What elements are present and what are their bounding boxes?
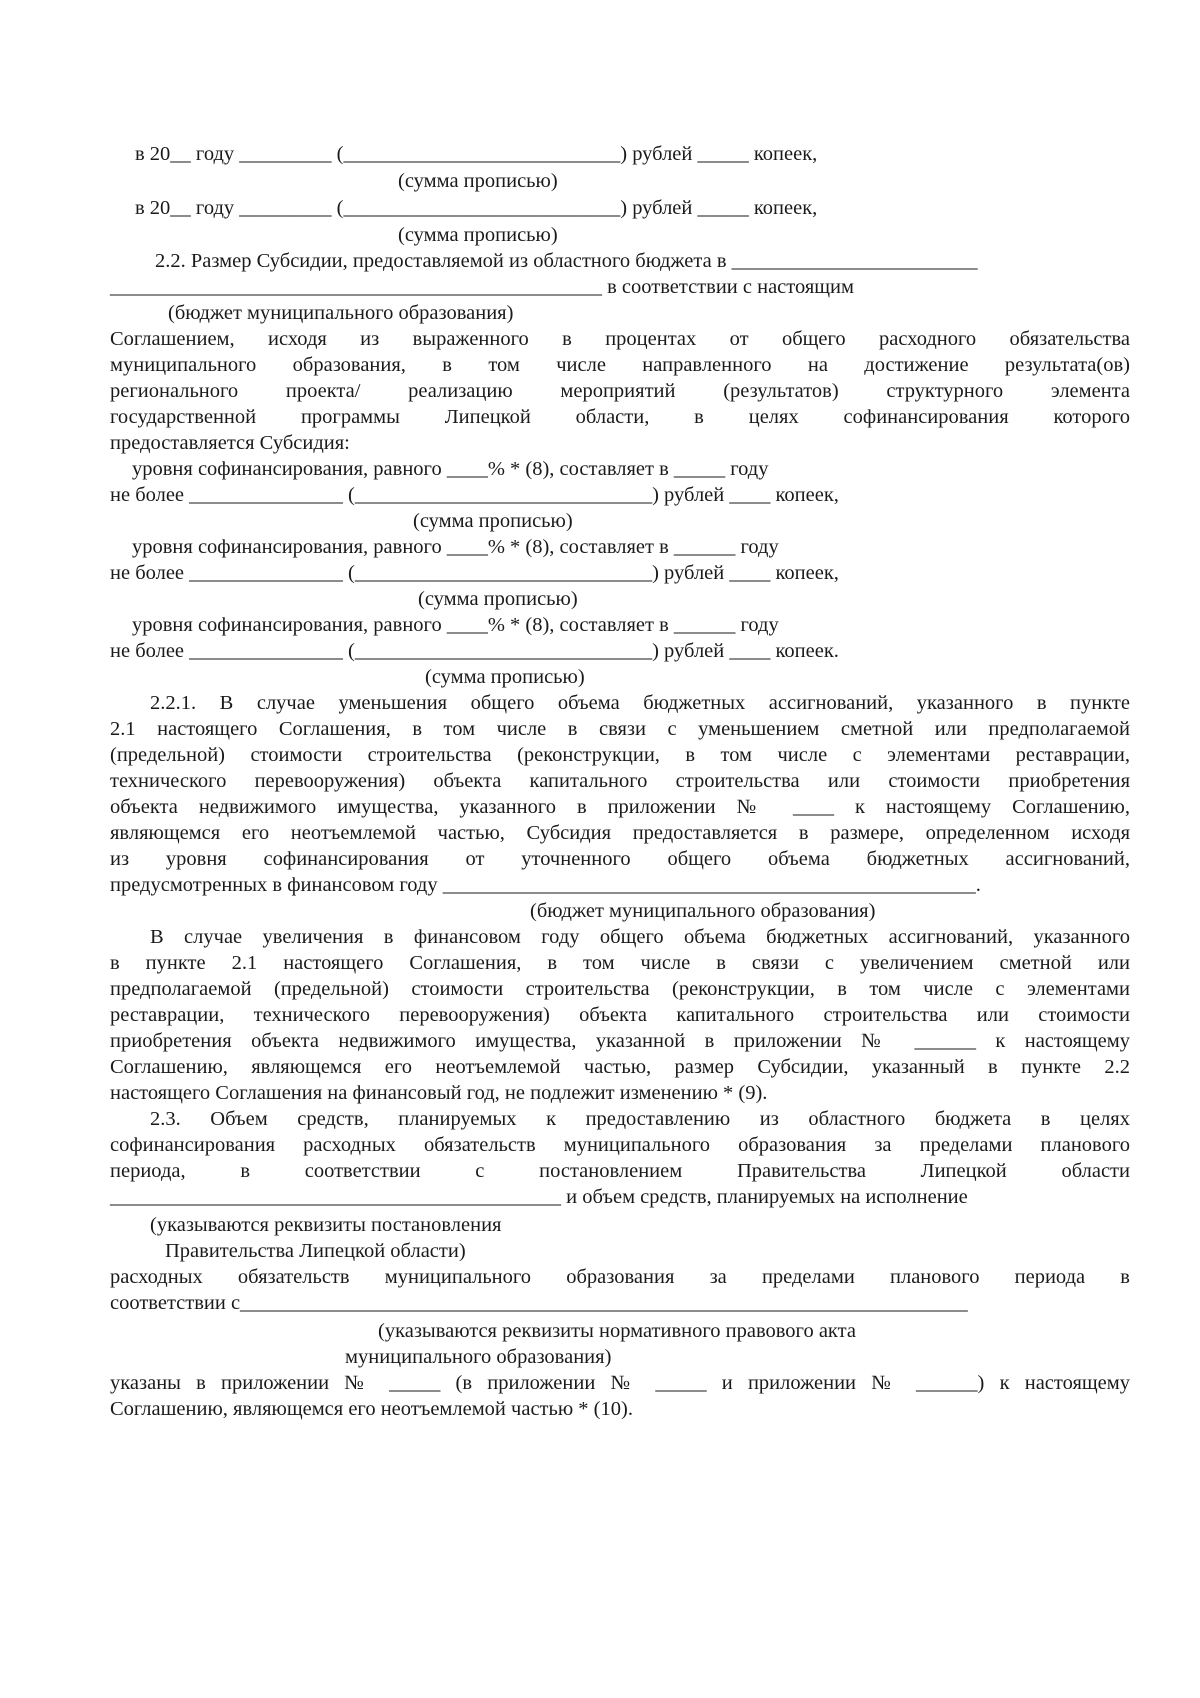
cofinancing-level-line: уровня софинансирования, равного ____% * (8), составляет в ______ году bbox=[132, 536, 779, 558]
amount-in-words-caption: (сумма прописью) bbox=[398, 224, 558, 246]
paragraph-line: государственной программы Липецкой области, в целях софинансирования которого bbox=[110, 406, 1130, 428]
clause-2-2-1-line: 2.2.1. В случае уменьшения общего объема бюджетных ассигнований, указанного в пункте bbox=[150, 692, 1130, 714]
paragraph-line: расходных обязательств муниципального образования за пределами планового периода в bbox=[110, 1266, 1130, 1288]
not-more-amount-line: не более _______________ (_____________________________) рублей ____ копеек, bbox=[110, 562, 839, 584]
paragraph-line: муниципального образования, в том числе направленного на достижение результата(ов) bbox=[110, 354, 1130, 376]
clause-2-3-line: 2.3. Объем средств, планируемых к предоставлению из областного бюджета в целях bbox=[150, 1108, 1130, 1130]
amount-in-words-caption: (сумма прописью) bbox=[413, 510, 573, 532]
not-more-amount-line: не более _______________ (_____________________________) рублей ____ копеек. bbox=[110, 640, 839, 662]
legal-act-caption: муниципального образования) bbox=[345, 1346, 612, 1368]
cofinancing-level-line: уровня софинансирования, равного ____% * (8), составляет в _____ году bbox=[132, 458, 769, 480]
text-line: ________________________________________________ в соответствии с настоящим bbox=[110, 276, 854, 298]
clause-2-2-heading: 2.2. Размер Субсидии, предоставляемой из областного бюджета в ________________________ bbox=[155, 250, 978, 272]
amount-in-words-caption: (сумма прописью) bbox=[398, 170, 558, 192]
paragraph-line: 2.1 настоящего Соглашения, в том числе в связи с уменьшением сметной или предполагаемой bbox=[110, 718, 1130, 740]
year-amount-line: в 20__ году _________ (___________________________) рублей _____ копеек, bbox=[135, 197, 818, 219]
paragraph-line: настоящего Соглашения на финансовый год, не подлежит изменению * (9). bbox=[110, 1082, 768, 1104]
paragraph-line: приобретения объекта недвижимого имущества, указанной в приложении № ______ к настоящему bbox=[110, 1030, 1130, 1052]
amount-in-words-caption: (сумма прописью) bbox=[418, 588, 578, 610]
paragraph-line: являющемся его неотъемлемой частью, Субсидия предоставляется в размере, определенном исходя bbox=[110, 822, 1130, 844]
paragraph-line: из уровня софинансирования от уточненного общего объема бюджетных ассигнований, bbox=[110, 848, 1130, 870]
legal-act-caption: (указываются реквизиты нормативного правового акта bbox=[378, 1320, 856, 1342]
paragraph-line: Соглашению, являющемся его неотъемлемой частью * (10). bbox=[110, 1398, 633, 1420]
paragraph-line: соответствии с_______________________________________________________________________ bbox=[110, 1292, 968, 1314]
municipal-budget-caption: (бюджет муниципального образования) bbox=[168, 302, 514, 324]
paragraph-line: предусмотренных в финансовом году ____________________________________________________. bbox=[110, 874, 981, 896]
paragraph-line: софинансирования расходных обязательств муниципального образования за пределами планового bbox=[110, 1134, 1130, 1156]
resolution-details-caption: Правительства Липецкой области) bbox=[165, 1240, 466, 1262]
amount-in-words-caption: (сумма прописью) bbox=[425, 666, 585, 688]
paragraph-line: периода, в соответствии с постановлением Правительства Липецкой области bbox=[110, 1160, 1130, 1182]
not-more-amount-line: не более _______________ (_____________________________) рублей ____ копеек, bbox=[110, 484, 839, 506]
paragraph-line: предоставляется Субсидия: bbox=[110, 432, 350, 454]
paragraph-line: технического перевооружения) объекта капитального строительства или стоимости приобретения bbox=[110, 770, 1130, 792]
resolution-details-caption: (указываются реквизиты постановления bbox=[150, 1214, 502, 1236]
paragraph-line: предполагаемой (предельной) стоимости строительства (реконструкции, в том числе с элементами bbox=[110, 978, 1130, 1000]
paragraph-line: регионального проекта/ реализацию мероприятий (результатов) структурного элемента bbox=[110, 380, 1130, 402]
paragraph-line: в пункте 2.1 настоящего Соглашения, в том числе в связи с увеличением сметной или bbox=[110, 952, 1130, 974]
paragraph-line: реставрации, технического перевооружения) объекта капитального строительства или стоимости bbox=[110, 1004, 1130, 1026]
paragraph-line: В случае увеличения в финансовом году общего объема бюджетных ассигнований, указанного bbox=[150, 926, 1130, 948]
municipal-budget-caption: (бюджет муниципального образования) bbox=[530, 900, 876, 922]
paragraph-line: Соглашением, исходя из выраженного в процентах от общего расходного обязательства bbox=[110, 328, 1130, 350]
cofinancing-level-line: уровня софинансирования, равного ____% * (8), составляет в ______ году bbox=[132, 614, 779, 636]
paragraph-line: Соглашению, являющемся его неотъемлемой частью, размер Субсидии, указанный в пункте 2.2 bbox=[110, 1056, 1130, 1078]
paragraph-line: объекта недвижимого имущества, указанного в приложении № ____ к настоящему Соглашению, bbox=[110, 796, 1130, 818]
paragraph-line: ____________________________________________ и объем средств, планируемых на исполнение bbox=[110, 1186, 968, 1208]
paragraph-line: указаны в приложении № _____ (в приложении № _____ и приложении № ______) к настоящему bbox=[110, 1372, 1130, 1394]
paragraph-line: (предельной) стоимости строительства (реконструкции, в том числе с элементами реставрации, bbox=[110, 744, 1130, 766]
year-amount-line: в 20__ году _________ (___________________________) рублей _____ копеек, bbox=[135, 143, 818, 165]
